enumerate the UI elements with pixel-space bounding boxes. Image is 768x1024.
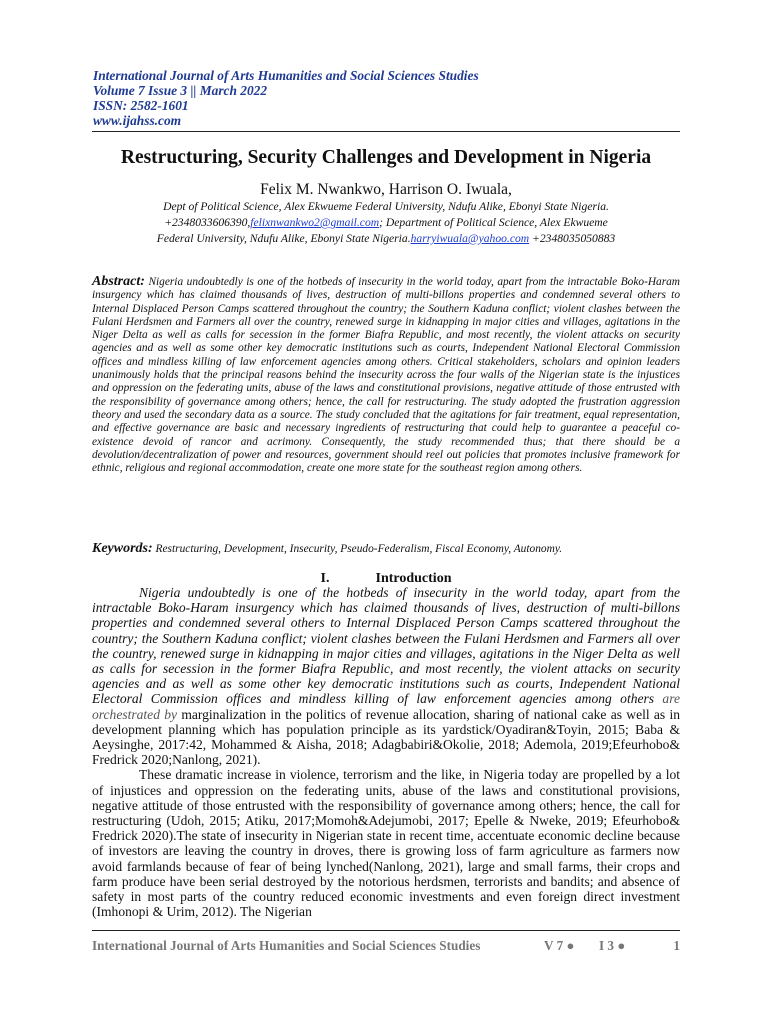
phone-2: +2348035050883: [529, 232, 616, 245]
page-number: 1: [673, 938, 680, 953]
keywords: [92, 541, 680, 557]
paper-title: Restructuring, Security Challenges and Development in Nigeria: [120, 147, 652, 168]
intro-paragraph-2: These dramatic increase in violence, terrorism and the like, in Nigeria today are propelled by a lot of injustices and oppression on the federating units, abuse of the laws and constitutional provisions, negative attitude of those entrusted with the responsibility of governance among others; hence, the call for restructuring (Udoh, 2015; Atiku, 2017;Momoh&Adejumobi, 2017; Epelle & Nweke, 2019; Efeurhobo& Fredrick 2020).The state of insecurity in Nigerian state in recent time, accentuate economic decline because of investors are leaving the country in droves, there is growing loss of farm agriculture as farmers now avoid farmlands because of fear of being lynched(Nanlong, 2021), large and small farms, their crops and farm produce have been serial destroyed by the notorious herdsmen, terrorists and bandits; and absence of safety in most parts of the country reduced economic investments and even foreign direct investment (Imhonopi & Urim, 2012). The Nigerian: [92, 767, 680, 920]
introduction-body: [92, 585, 680, 919]
journal-website: www.ijahss.com: [93, 113, 182, 128]
affiliation-line-2: [92, 215, 680, 231]
paper-authors: Felix M. Nwankwo, Harrison O. Iwuala,: [260, 181, 512, 198]
footer-issue: I 3 ●: [599, 938, 626, 953]
abstract-text: Nigeria undoubtedly is one of the hotbeds of insecurity in the world today, apart from the intractable Boko-Haram insurgency which has claimed thousands of lives, destruction of multi-billons properties and condemned several others to Internal Displaced Person Camps scattered throughout the country; the Southern Kaduna conflict; violent clashes between the Fulani Herdsmen and Farmers all over the country, renewed surge in kidnapping in major cities and villages, agitations in the Niger Delta as well as calls for secession in the former Biafra Republic, and most recently, the violent attacks on security agencies and as well as some other key democratic institutions such as courts, Independent National Electoral Commission offices and mindless killing of law enforcement agencies among others. Critical stakeholders, scholars and opinion leaders unanimously holds that the principal reasons behind the insecurity across the four walls of the Nigerian state is the injustices and oppression on the federating units, abuse of the laws and constitutional provisions, negative attitude of those entrusted with the responsibility of governance among others; hence, the call for restructuring. The study adopted the frustration aggression theory and used the secondary data as a source. The study concluded that the agitations for fair treatment, equal representation, and effective governance are basic and necessary ingredients of restructuring that could help to guarantee a peaceful co-existence devoid of rancor and acrimony. Consequently, the study recommended thus; that there should be a devolution/decentralization of power and resources, government should reel out policies that promotes inclusive framework for ethnic, religious and regional accommodation, create one more state for the southeast region among others.: [92, 276, 680, 475]
journal-header: [93, 68, 693, 128]
abstract-label-colon: :: [140, 274, 145, 289]
footer-journal: International Journal of Arts Humanities and Social Sciences Studies: [92, 938, 481, 953]
footer-volume: V 7 ●: [544, 938, 575, 953]
header-rule: [92, 131, 680, 132]
keywords-label: Keywords:: [92, 541, 153, 556]
intro-p1-gray: are orchestrated by: [92, 691, 680, 722]
author-affiliations: [92, 199, 680, 247]
affiliation-line-2-text: ; Department of Political Science, Alex Ekwueme: [379, 216, 608, 229]
intro-p1-italic: Nigeria undoubtedly is one of the hotbeds of insecurity in the world today, apart from the intractable Boko-Haram insurgency which has claimed thousands of lives, destruction of multi-billons properties and condemned several others to Internal Displaced Person Camps scattered throughout the country; the Southern Kaduna conflict; violent clashes between the Fulani Herdsmen and Farmers all over the country, renewed surge in kidnapping in major cities and villages, agitations in the Niger Delta as well as calls for secession in the former Biafra Republic, and most recently, the violent attacks on security agencies and as well as some other key democratic institutions such as courts, Independent National Electoral Commission offices and mindless killing of law enforcement agencies among others: [92, 585, 680, 707]
section-number: I.: [320, 571, 330, 586]
email-link-1[interactable]: felixnwankwo2@gmail.com: [250, 216, 380, 229]
keywords-text: Restructuring, Development, Insecurity, Pseudo-Federalism, Fiscal Economy, Autonomy.: [155, 543, 563, 555]
footer-rule: [92, 930, 680, 931]
intro-paragraph-1: [92, 585, 680, 767]
intro-p1-rest: marginalization in the politics of revenue allocation, sharing of national cake as well as in development planning which has population principle as its yardstick/Oyadiran&Toyin, 2015; Baba & Aeysinghe, 2017:42, Mohammed & Aisha, 2018; Adagbabiri&Okolie, 2018; Ademola, 2019;Efeurhobo& Fredrick 2020;Nanlong, 2021).: [92, 706, 680, 768]
abstract-label: [92, 274, 145, 289]
journal-name: International Journal of Arts Humanities and Social Sciences Studies: [93, 68, 479, 83]
email-link-2[interactable]: harryiwuala@yahoo.com: [410, 232, 530, 245]
abstract: [92, 275, 680, 475]
journal-volume-issue: Volume 7 Issue 3 || March 2022: [93, 83, 268, 98]
affiliation-line-1: Dept of Political Science, Alex Ekwueme Federal University, Ndufu Alike, Ebonyi State Nigeria.: [163, 200, 609, 213]
abstract-label-text: Abstract: [92, 274, 141, 289]
affiliation-line-3: [92, 231, 680, 247]
section-title: Introduction: [375, 571, 452, 586]
journal-issn: ISSN: 2582-1601: [93, 98, 189, 113]
phone-1: +2348033606390,: [164, 216, 251, 229]
affiliation-line-3-text: Federal University, Ndufu Alike, Ebonyi State Nigeria.: [156, 232, 411, 245]
page-footer: [92, 938, 680, 958]
